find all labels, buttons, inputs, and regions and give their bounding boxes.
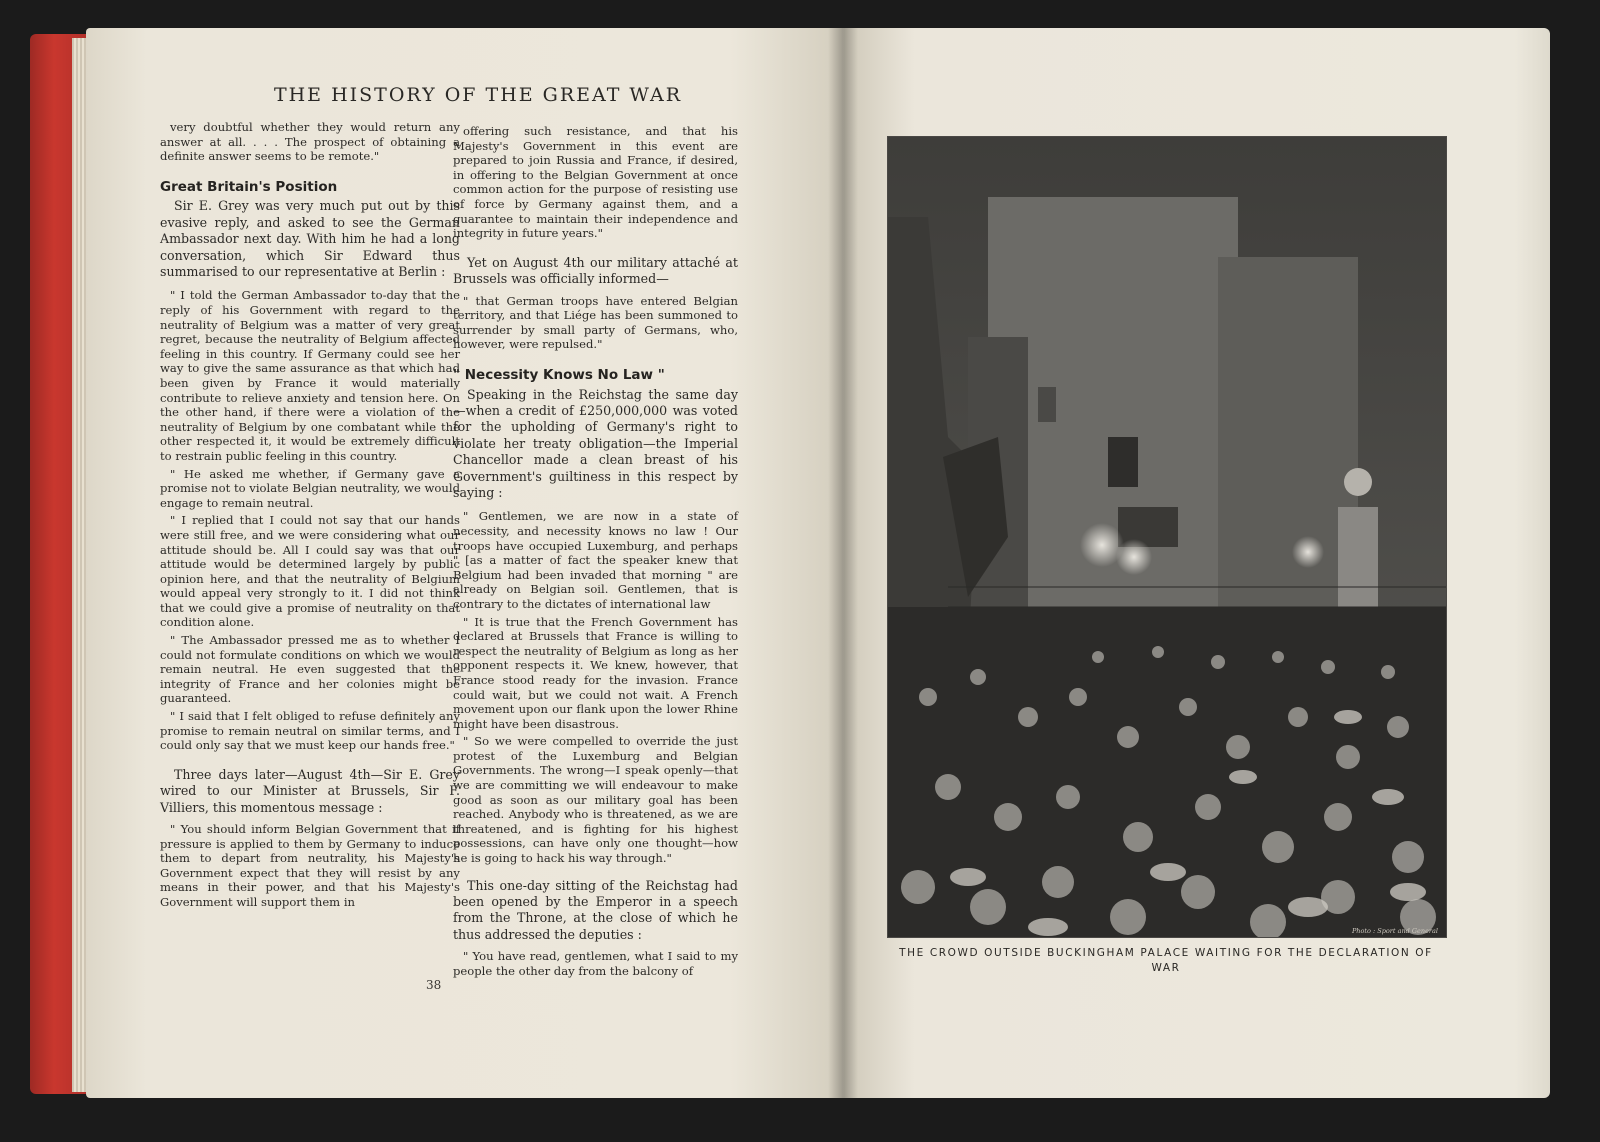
page-number: 38	[426, 978, 442, 992]
quotation: " You have read, gentlemen, what I said to my people the other day from the balcony of	[453, 949, 738, 978]
crowd-photograph	[887, 136, 1447, 938]
quotation: offering such resistance, and that his Majesty's Government in this event are prepared to join Russia and France, if desired, in offering to the Belgian Government at once common action for the purpose of resisting use of force by Germany against them, and a guarantee to maintain their independence and integrity in future years."	[453, 124, 738, 241]
crowd	[888, 607, 1446, 937]
paragraph: This one-day sitting of the Reichstag had been opened by the Emperor in a speech from the Throne, at the close of which he thus addressed the deputies :	[453, 877, 738, 942]
photo-caption: THE CROWD OUTSIDE BUCKINGHAM PALACE WAITING FOR THE DECLARATION OF WAR	[899, 947, 1433, 974]
quotation: " He asked me whether, if Germany gave a promise not to violate Belgian neutrality, we would engage to remain neutral.	[160, 466, 460, 510]
book-gutter	[828, 28, 858, 1098]
open-book	[28, 28, 1558, 1118]
quotation: " The Ambassador pressed me as to whether I could not formulate conditions on which we would remain neutral. He even suggested that the integrity of France and her colonies might be guaranteed.	[160, 633, 460, 706]
photo-illustration	[888, 137, 1446, 937]
quotation: " I told the German Ambassador to-day that the reply of his Government with regard to the neutrality of Belgium was a matter of very great regret, because the neutrality of Belgium affected feeling in this country. If Germany could see her way to give the same assurance as that which had been given by France it would materially contribute to relieve anxiety and tension here. On the other hand, if there were a violation of the neutrality of Belgium by one combatant while the other respected it, it would be extremely difficult to restrain public feeling in this country.	[160, 288, 460, 463]
quotation: " You should inform Belgian Government that if pressure is applied to them by Germany to induce them to depart from neutrality, his Majesty's Government expect that they will resist by any means in their power, and that his Majesty's Government will support them in	[160, 822, 460, 909]
section-heading: Great Britain's Position	[160, 178, 338, 195]
quotation: " Gentlemen, we are now in a state of necessity, and necessity knows no law ! Our troops have occupied Luxemburg, and perhaps " [as a matter of fact the speaker knew that Belgium had been invaded that morning " are already on Belgian soil. Gentlemen, that is contrary to the dictates of international law	[453, 509, 738, 611]
paragraph: very doubtful whether they would return any answer at all. . . . The prospect of obtaining a definite answer seems to be remote."	[160, 120, 460, 164]
paragraph: Speaking in the Reichstag the same day —when a credit of £250,000,000 was voted for the upholding of Germany's right to violate her treaty obligation—the Imperial Chancellor made a clean breast of his Government's guiltiness in this respect by saying :	[453, 386, 738, 500]
quotation: " It is true that the French Government has declared at Brussels that France is willing to respect the neutrality of Belgium as long as her opponent respects it. We knew, however, that France stood ready for the invasion. France could wait, but we could not wait. A French movement upon our flank upon the lower Rhine might have been disastrous.	[453, 614, 738, 731]
section-heading: " Necessity Knows No Law "	[453, 366, 665, 383]
paragraph: Yet on August 4th our military attaché at Brussels was officially informed—	[453, 254, 738, 287]
quotation: " I said that I felt obliged to refuse definitely any promise to remain neutral on similar terms, and I could only say that we must keep our hands free."	[160, 709, 460, 753]
quotation: " that German troops have entered Belgian territory, and that Liége has been summoned to surrender by small party of Germans, who, however, were repulsed."	[453, 293, 738, 352]
photo-credit: Photo : Sport and General	[1351, 927, 1438, 935]
running-head: THE HISTORY OF THE GREAT WAR	[273, 84, 683, 106]
paragraph: Three days later—August 4th—Sir E. Grey wired to our Minister at Brussels, Sir F. Villiers, this momentous message :	[160, 766, 460, 815]
right-text-column	[453, 124, 738, 981]
paragraph: Sir E. Grey was very much put out by this evasive reply, and asked to see the German Ambassador next day. With him he had a long conversation, which Sir Edward thus summarised to our representative at Berlin :	[160, 198, 460, 279]
quotation: " So we were compelled to override the just protest of the Luxemburg and Belgian Governments. The wrong—I speak openly—that we are committing we will endeavour to make good as soon as our military goal has been reached. Anybody who is threatened, as we are threatened, and is fighting for his highest possessions, can have only one thought—how he is going to hack his way through."	[453, 734, 738, 866]
left-text-column	[160, 120, 460, 913]
quotation: " I replied that I could not say that our hands were still free, and we were considering what our attitude should be. All I could say was that our attitude would be determined largely by public opinion here, and that the neutrality of Belgium would appeal very strongly to it. I did not think that we could give a promise of neutrality on that condition alone.	[160, 513, 460, 630]
